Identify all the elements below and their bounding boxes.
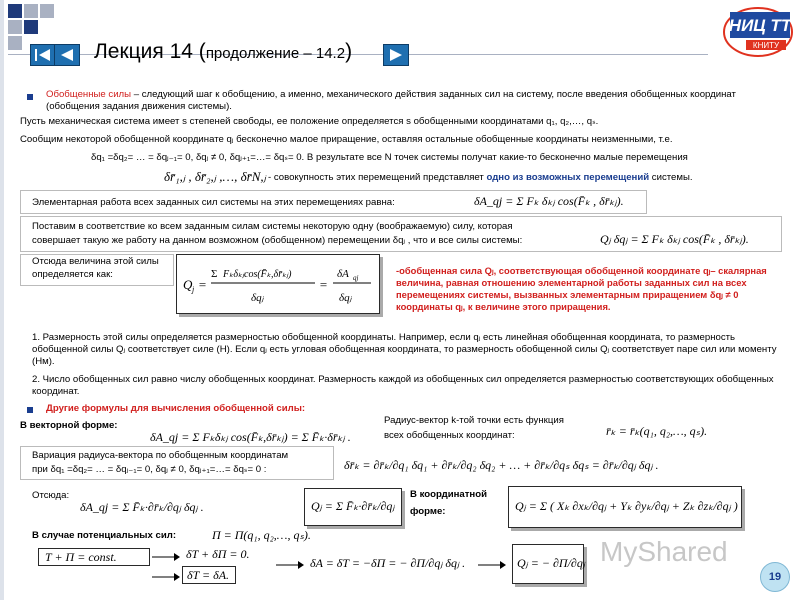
work-eq-box — [182, 566, 236, 584]
svg-text:δA: δA — [337, 268, 349, 280]
hence-formula: δA_qj = Σ F̄ₖ·∂r̄ₖ/∂qⱼ δqⱼ . — [80, 500, 204, 514]
variation-eq: δT + δΠ = 0. — [186, 547, 250, 561]
qj-formula-box — [176, 254, 380, 314]
text-line: при δq₁ =δq₂= … = δqⱼ₋₁= 0, δqⱼ ≠ 0, δqⱼ₊₁=…= δqₛ= 0 : — [32, 464, 267, 475]
text-line: Поставим в соответствие ко всем заданным силам системы некоторую одну (воображаемую) силу, которая — [32, 221, 513, 232]
arrow — [152, 550, 180, 568]
qj-coord-formula: Qⱼ = Σ ( Xₖ ∂xₖ/∂qⱼ + Yₖ ∂yₖ/∂qⱼ + Zₖ ∂zₖ/∂qⱼ ) — [515, 499, 738, 513]
qj-potential-box — [512, 544, 584, 584]
radius-formula: r̄ₖ = r̄ₖ(q₁, q₂,…, qₛ). — [606, 424, 708, 438]
coord-form-label: форме: — [410, 506, 446, 517]
decor-square — [8, 20, 22, 34]
svg-text:δqⱼ: δqⱼ — [339, 292, 352, 304]
decor-square — [8, 36, 22, 50]
next-slide-button[interactable] — [383, 44, 409, 66]
work-formula: δA_qj = Σ Fₖ δₖⱼ cos(F̄ₖ , δr̄ₖⱼ). — [474, 194, 624, 208]
page-title: Лекция 14 (продолжение – 14.2) — [94, 40, 353, 63]
potential-label: В случае потенциальных сил: — [32, 530, 177, 541]
text-line: Вариация радиуса-вектора по обобщенным координатам — [32, 450, 289, 461]
page-number-badge: 19 — [760, 562, 790, 592]
svg-text:j: j — [192, 285, 195, 294]
variation-formula: δr̄ₖ = ∂r̄ₖ/∂q₁ δq₁ + ∂r̄ₖ/∂q₂ δq₂ + … + ∂r̄ₖ/∂qₛ δqₛ = ∂r̄ₖ/∂qⱼ δqⱼ . — [344, 458, 659, 472]
watermark: MyShared — [600, 536, 728, 567]
svg-text:НИЦ ТТ: НИЦ ТТ — [728, 16, 792, 35]
energy-eq-box — [38, 548, 150, 566]
logo — [716, 2, 796, 60]
arrow — [276, 558, 304, 576]
arrow — [478, 558, 506, 576]
qj-formula — [177, 255, 379, 313]
arrow — [152, 570, 180, 588]
first-slide-button[interactable] — [30, 44, 56, 66]
svg-text:qj: qj — [353, 274, 359, 282]
bullet-marker — [27, 94, 33, 100]
vector-formula: δA_qj = Σ Fₖδₖⱼ cos(F̄ₖ,δr̄ₖⱼ) = Σ F̄ₖ·δr̄ₖⱼ . — [150, 430, 351, 444]
text-line: Пусть механическая система имеет s степеней свободы, ее положение определяется s обобщенными координатами q₁, q₂,…, qₛ. — [20, 116, 599, 127]
qj-coord-box — [508, 486, 742, 528]
svg-text:Fₖδₖⱼcos(F̄ₖ,δr̄ₖⱼ): Fₖδₖⱼcos(F̄ₖ,δr̄ₖⱼ) — [223, 269, 292, 280]
replace-formula: Qⱼ δqⱼ = Σ Fₖ δₖⱼ cos(F̄ₖ , δr̄ₖⱼ). — [600, 232, 749, 246]
work-text: Элементарная работа всех заданных сил системы на этих перемещениях равна: — [32, 197, 395, 208]
first-icon — [31, 45, 55, 65]
potential-work-formula: δA = δT = −δΠ = − ∂Π/∂qⱼ δqⱼ . — [310, 556, 466, 570]
qj-vector-box — [304, 488, 402, 526]
text-line: Отсюда величина этой силы — [32, 256, 159, 267]
intro-paragraph: Обобщенные силы – следующий шаг к обобщению, а именно, механического действия заданных сил на систему, после введения обобщенных координат (обобщения задания движения системы). — [46, 89, 736, 112]
svg-text:Σ: Σ — [211, 268, 218, 280]
generalized-force-definition: -обобщенная сила Qⱼ, соответствующая обобщенной координате qⱼ– скалярная величина, равная отношению элементарной работы заданных сил на всех перемещениях системы, вызванных элементарным приращением δqⱼ ≠ 0 координаты qⱼ, к величине этого приращения. — [396, 265, 767, 312]
svg-text:=: = — [319, 277, 328, 292]
note-2: 2. Число обобщенных сил равно числу обобщенных координат. Размерность каждой из обобщенных сил определяется размерностью соответствующих обобщенных координат. — [32, 374, 774, 397]
decor-square — [8, 4, 22, 18]
displacements-formula: δr̄₁,ⱼ , δr̄₂,ⱼ ,…, δr̄N,ⱼ — [164, 169, 266, 184]
section2-heading: Другие формулы для вычисления обобщенной силы: — [46, 403, 306, 414]
prev-slide-button[interactable] — [54, 44, 80, 66]
qj-vector-formula: Qⱼ = Σ F̄ₖ·∂r̄ₖ/∂qⱼ — [311, 499, 395, 513]
svg-text:Q: Q — [183, 277, 193, 292]
bullet-marker — [27, 407, 33, 413]
note-1: 1. Размерность этой силы определяется размерностью обобщенной координаты. Например, если qⱼ есть линейная обобщенная координата, то размерность обобщенной силы Qⱼ соответствует силе (Н). Если qⱼ есть угловая обобщенная координата, то размерность обобщенной силы Qⱼ соответствует паре сил или моменту (Нм). — [32, 332, 777, 367]
prev-icon — [55, 45, 79, 65]
decor-square — [40, 4, 54, 18]
text-line: совершает такую же работу на данном возможном (обобщенном) перемещении δqⱼ , что и все силы системы: — [32, 235, 523, 246]
svg-text:=: = — [198, 277, 207, 292]
left-rule — [0, 0, 4, 600]
potential-formula: Π = Π(q₁, q₂,…, qₛ). — [212, 528, 311, 542]
text-line: определяется как: — [32, 269, 113, 280]
energy-eq: T + Π = const. — [45, 550, 117, 564]
text-line: - совокупность этих перемещений представляет одно из возможных перемещений системы. — [268, 172, 693, 183]
text-line: δq₁ =δq₂= … = δqⱼ₋₁= 0, δqⱼ ≠ 0, δqⱼ₊₁=…= δqₛ= 0. В результате все N точек системы получат какие-то бесконечно малые перемещения — [91, 152, 688, 163]
svg-text:КНИТУ: КНИТУ — [752, 41, 780, 50]
radius-text: Радиус-вектор k-той точки есть функция — [384, 415, 564, 426]
vector-form-label: В векторной форме: — [20, 420, 118, 431]
work-eq: δT = δA. — [187, 568, 230, 582]
svg-text:δqⱼ: δqⱼ — [251, 292, 264, 304]
next-icon — [384, 45, 408, 65]
coord-form-label: В координатной — [410, 489, 487, 500]
qj-potential-formula: Qⱼ = − ∂Π/∂qⱼ — [517, 556, 585, 570]
radius-text: всех обобщенных координат: — [384, 430, 515, 441]
hence-label: Отсюда: — [32, 490, 70, 501]
text-line: Сообщим некоторой обобщенной координате qⱼ бесконечно малое приращение, оставляя остальные обобщенные координаты неизменными, т.е. — [20, 134, 673, 145]
decor-square — [24, 20, 38, 34]
decor-square — [24, 4, 38, 18]
